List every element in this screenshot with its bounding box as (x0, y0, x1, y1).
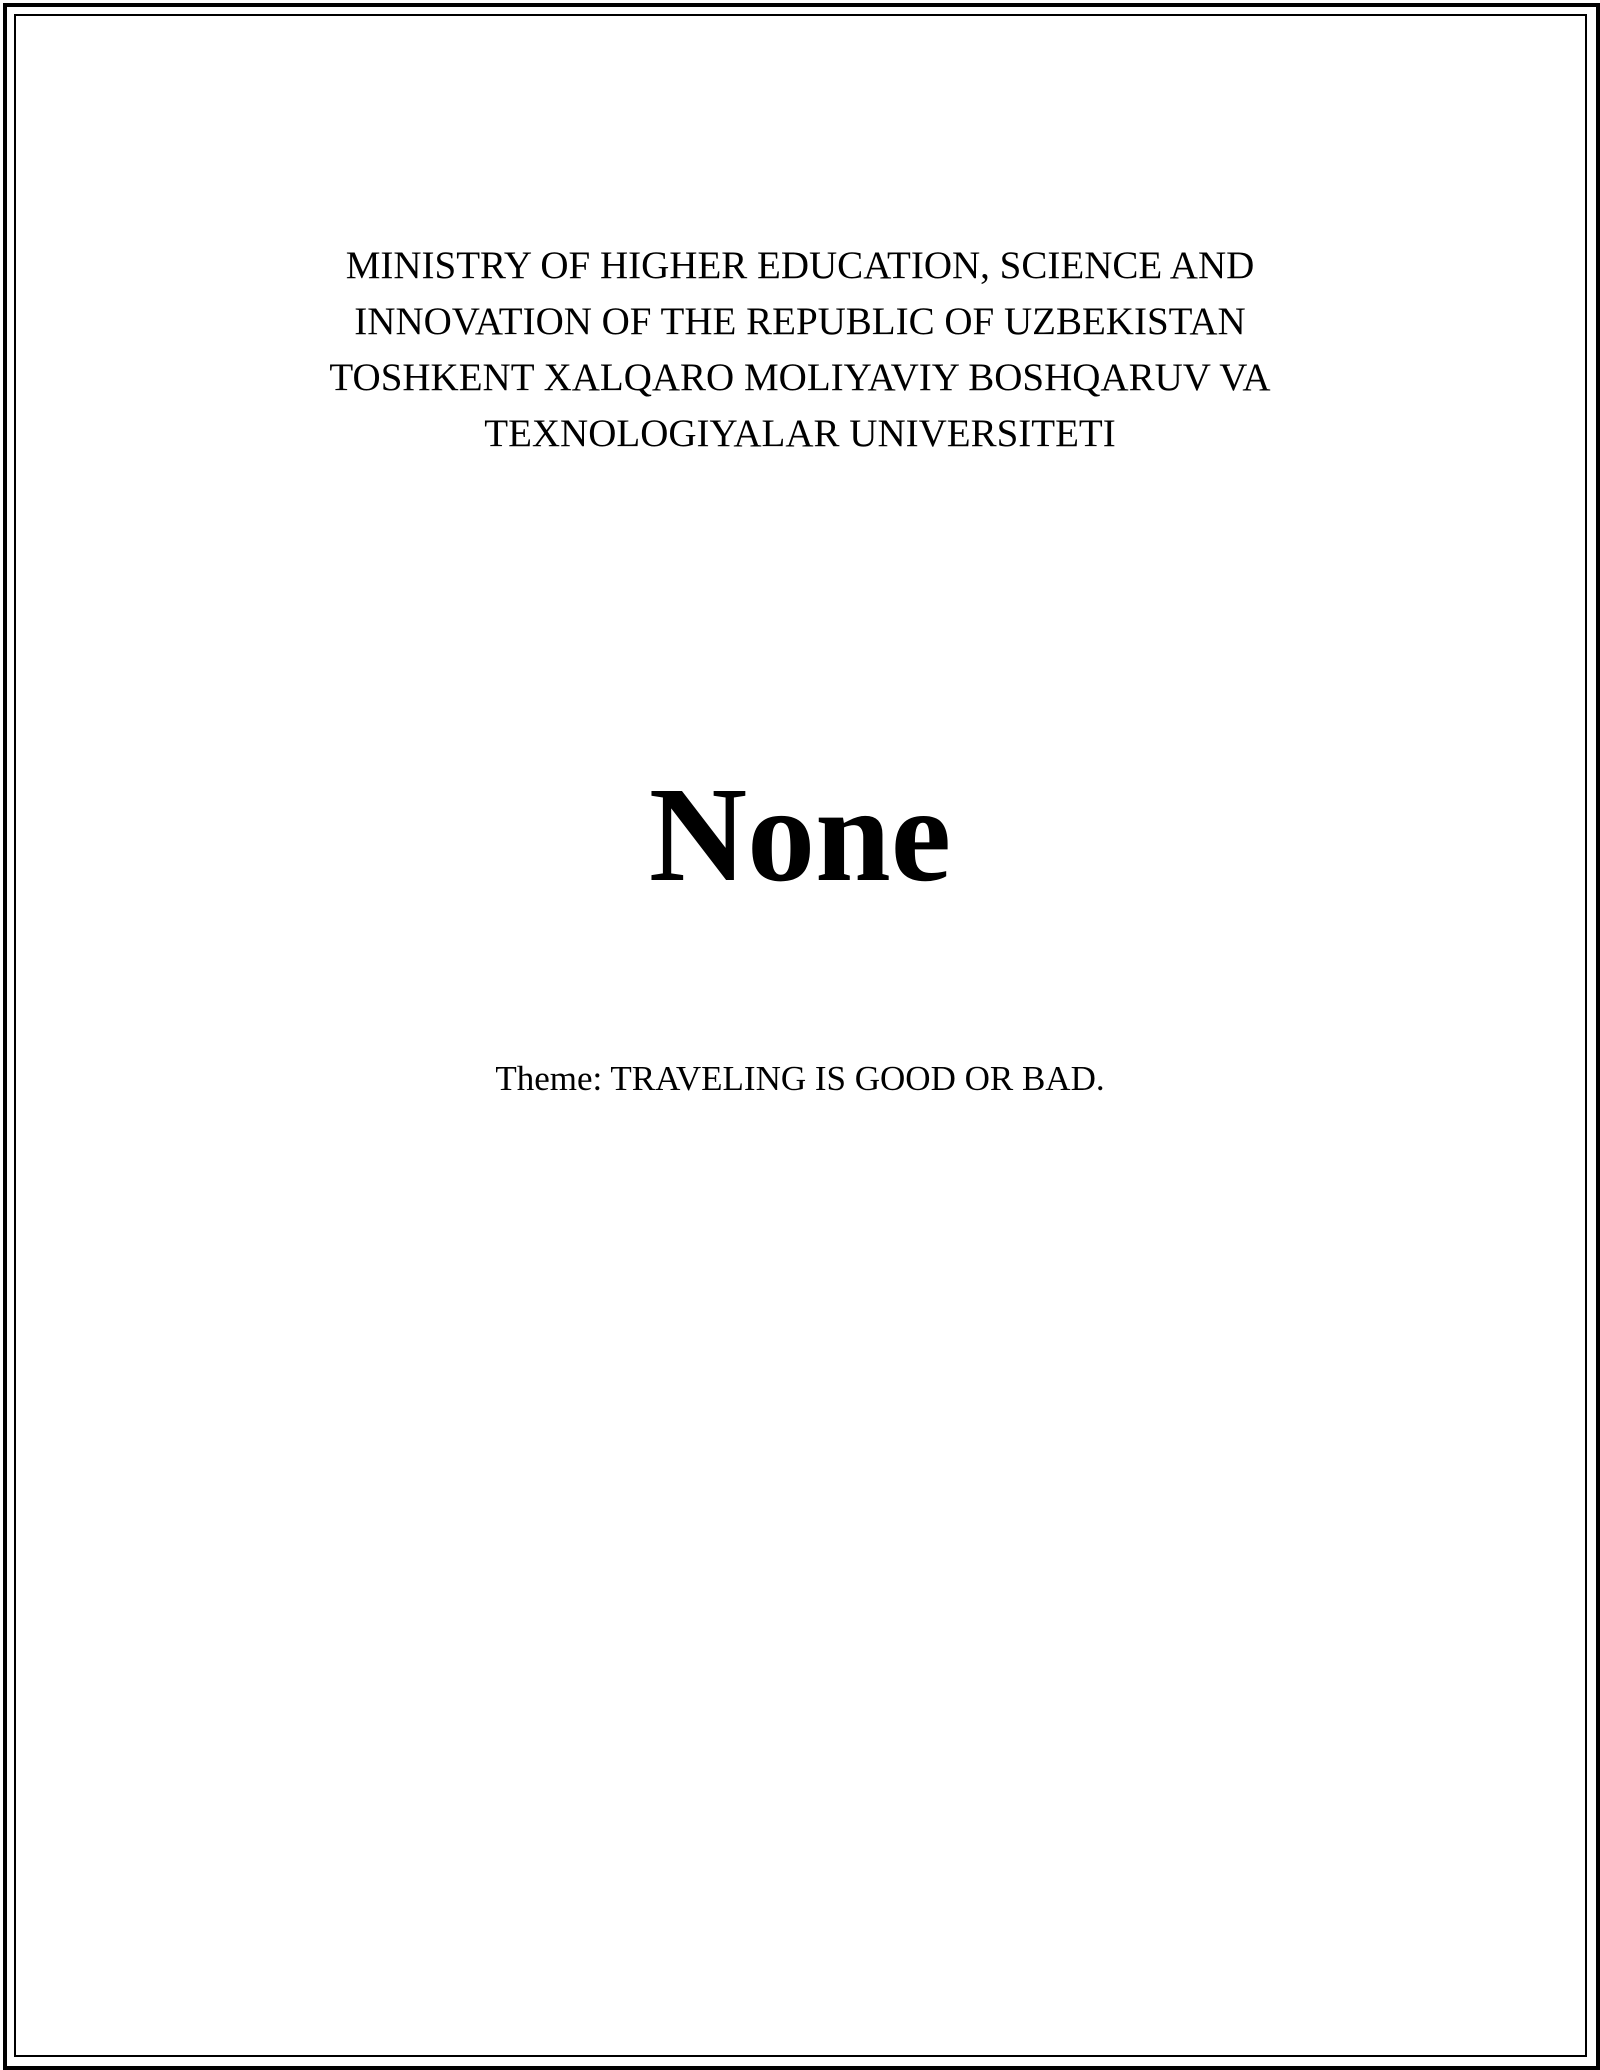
institution-header (0, 238, 1600, 462)
header-line-republic: INNOVATION OF THE REPUBLIC OF UZBEKISTAN (354, 300, 1246, 343)
header-line-ministry: MINISTRY OF HIGHER EDUCATION, SCIENCE AND (345, 244, 1255, 287)
header-line-university: TOSHKENT XALQARO MOLIYAVIY BOSHQARUV VA (329, 356, 1271, 399)
document-title: None (648, 760, 952, 910)
header-line-university-cont: TEXNOLOGIYALAR UNIVERSITETI (484, 412, 1116, 455)
document-theme: Theme: TRAVELING IS GOOD OR BAD. (495, 1059, 1105, 1098)
